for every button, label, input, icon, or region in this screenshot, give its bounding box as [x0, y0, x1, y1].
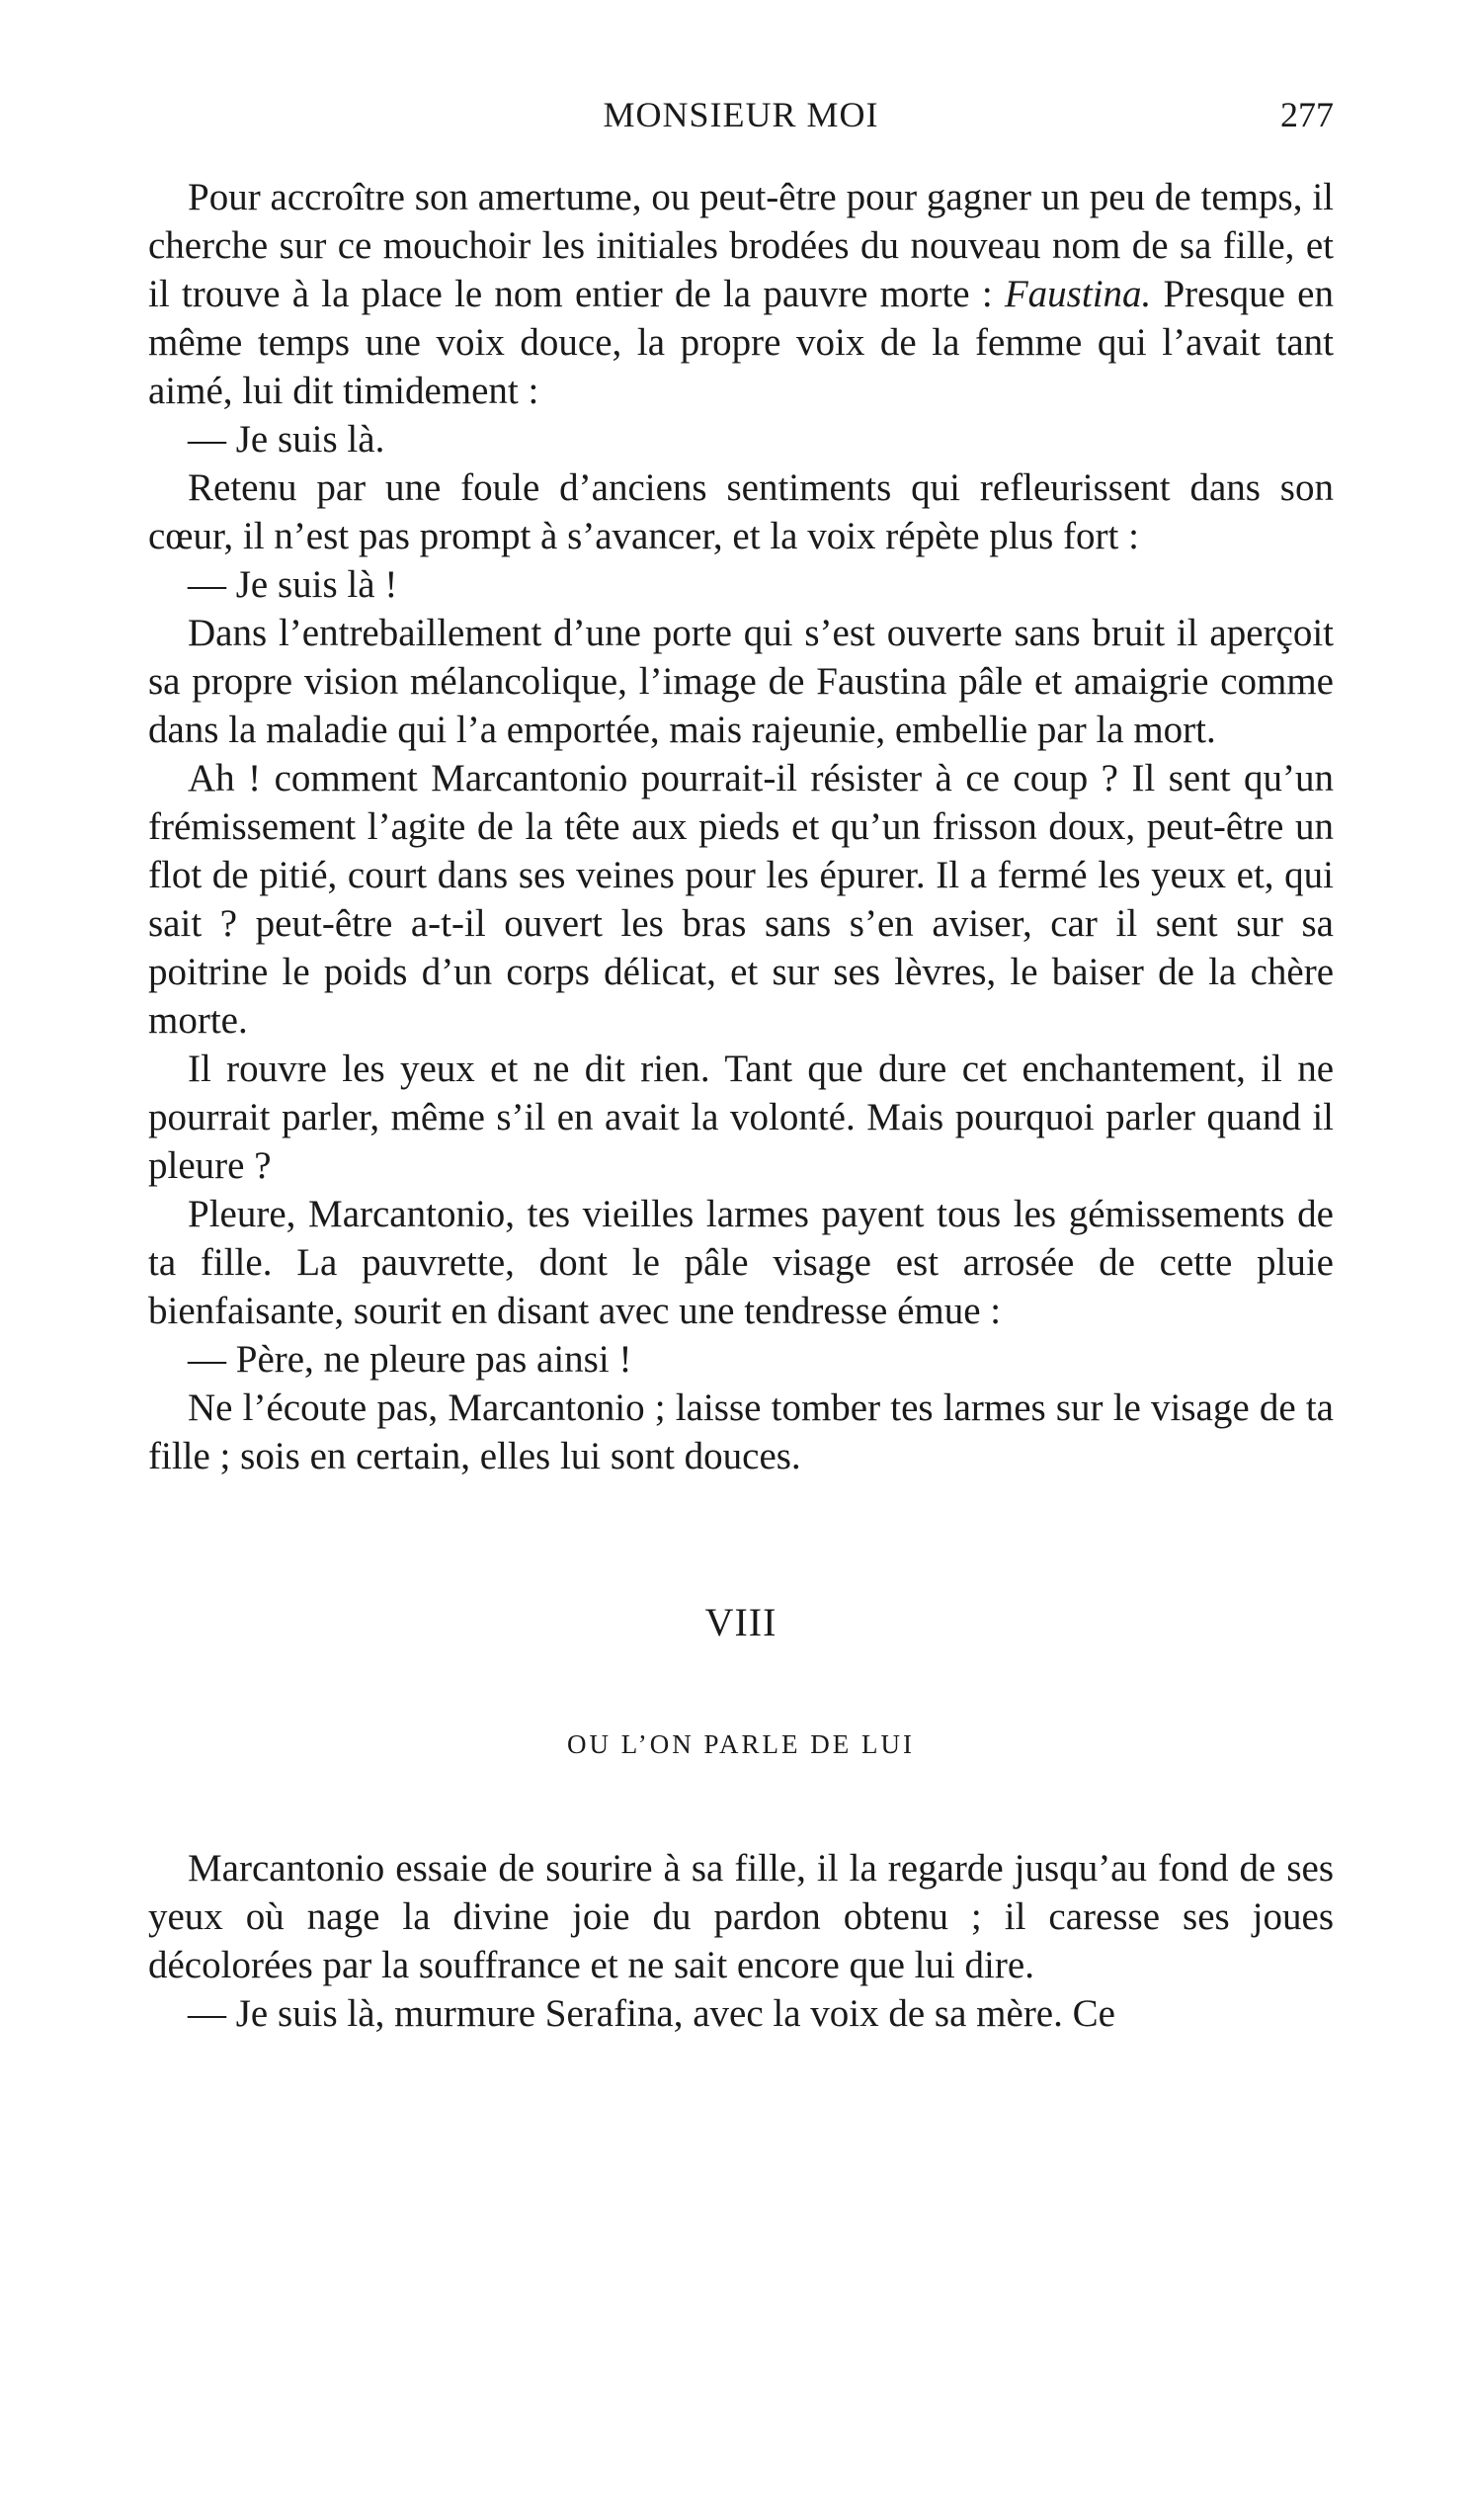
paragraph: Marcantonio essaie de sourire à sa fille, il la regarde jusqu’au fond de ses yeux où nage la divine joie du pardon obtenu ; il caresse ses joues décolorées par la souffrance et ne sait encore que lui dire. — [148, 1847, 1334, 1986]
chapter-number: VIII — [704, 1600, 777, 1644]
page-header — [148, 94, 1334, 153]
book-page — [148, 94, 1334, 2038]
dialogue-line: — Père, ne pleure pas ainsi ! — [188, 1338, 632, 1381]
dialogue-line: — Je suis là, murmure Serafina, avec la voix de sa mère. Ce — [188, 1992, 1115, 2035]
dialogue-line: — Je suis là ! — [188, 563, 398, 606]
page-number: 277 — [1280, 95, 1334, 134]
paragraph: Il rouvre les yeux et ne dit rien. Tant que dure cet enchantement, il ne pourrait parler, même s’il en avait la volonté. Mais pourquoi parler quand il pleure ? — [148, 1048, 1334, 1187]
text-block-after — [148, 1844, 1334, 2038]
text-block-before — [148, 173, 1334, 1480]
paragraph: Pleure, Marcantonio, tes vieilles larmes payent tous les gémissements de ta fille. La pauvrette, dont le pâle visage est arrosée de cette pluie bienfaisante, sourit en disant avec une tendresse émue : — [148, 1193, 1334, 1332]
paragraph: Ah ! comment Marcantonio pourrait-il résister à ce coup ? Il sent qu’un frémissement l’agite de la tête aux pieds et qu’un frisson doux, peut-être un flot de pitié, court dans ses veines pour les épurer. Il a fermé les yeux et, qui sait ? peut-être a-t-il ouvert les bras sans s’en aviser, car il sent sur sa poitrine le poids d’un corps délicat, et sur ses lèvres, le baiser de la chère morte. — [148, 757, 1334, 1042]
paragraph: Retenu par une foule d’anciens sentiments qui refleurissent dans son cœur, il n’est pas prompt à s’avancer, et la voix répète plus fort : — [148, 466, 1334, 557]
paragraph: Ne l’écoute pas, Marcantonio ; laisse tomber tes larmes sur le visage de ta fille ; sois en certain, elles lui sont douces. — [148, 1386, 1334, 1477]
italic-name: Faustina. — [1004, 273, 1152, 315]
paragraph: Dans l’entrebaillement d’une porte qui s’est ouverte sans bruit il aperçoit sa propre vision mélancolique, l’image de Faustina pâle et amaigrie comme dans la maladie qui l’a emportée, mais rajeunie, embellie par la mort. — [148, 612, 1334, 751]
running-title: MONSIEUR MOI — [603, 95, 879, 134]
dialogue-line: — Je suis là. — [188, 418, 385, 461]
chapter-title: OU L’ON PARLE DE LUI — [566, 1729, 915, 1759]
paragraph: Pour accroître son amertume, ou peut-être pour gagner un peu de temps, il cherche sur ce mouchoir les initiales brodées du nouveau nom de sa fille, et il trouve à la place le nom entier de la pauvre morte : Faustina. Presque en même temps une voix douce, la propre voix de la femme qui l’avait tant aimé, lui dit timidement : — [148, 176, 1334, 412]
